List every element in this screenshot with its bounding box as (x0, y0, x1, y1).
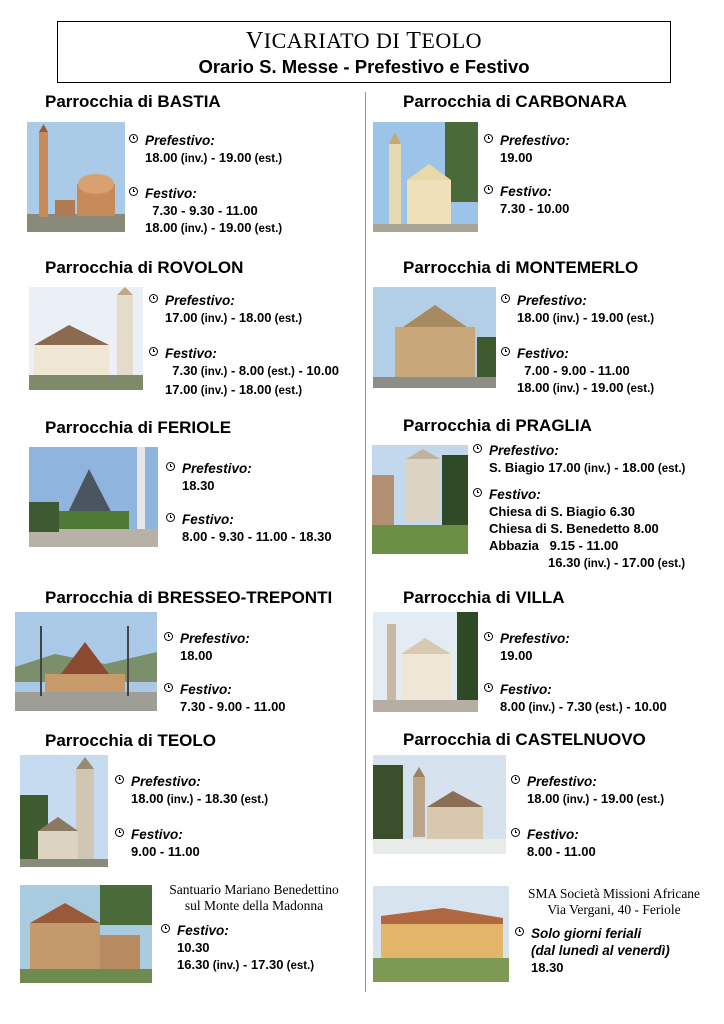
clock-icon (129, 187, 138, 196)
prefestivo-label: Prefestivo: (180, 630, 286, 647)
clock-icon (473, 488, 482, 497)
parish-title-teolo: Parrocchia di TEOLO (45, 731, 216, 750)
clock-icon (166, 462, 175, 471)
prefestivo-times: 18.00 (inv.) - 19.00 (est.) (517, 310, 655, 325)
clock-icon (149, 347, 158, 356)
clock-icon (164, 683, 173, 692)
festivo-times-2: 16.30 (inv.) - 17.30 (est.) (177, 957, 315, 972)
parish-title-feriole: Parrocchia di FERIOLE (45, 418, 232, 437)
festivo-times: 8.00 - 11.00 (527, 844, 596, 859)
festivo-times: 7.30 - 9.00 - 11.00 (180, 699, 286, 714)
parish-title-bastia: Parrocchia di BASTIA (45, 92, 221, 111)
festivo-times: 7.30 (inv.) - 8.00 (est.) - 10.00 (165, 363, 339, 378)
schedule-feriole (182, 460, 332, 545)
church-photo-feriole (29, 447, 158, 547)
prefestivo-times: 18.00 (inv.) - 19.00 (est.) (145, 150, 283, 165)
schedule-praglia (489, 442, 685, 573)
festivo-times-3: Abbazia 9.15 - 11.00 (489, 538, 619, 553)
clock-icon (501, 347, 510, 356)
prefestivo-times: 18.00 (inv.) - 18.30 (est.) (131, 791, 269, 806)
parish-title-castelnuovo: Parrocchia di CASTELNUOVO (403, 730, 646, 749)
festivo-label: Festivo: (527, 826, 664, 843)
santuario-heading: Santuario Mariano Benedettino sul Monte della Madonna (169, 882, 339, 913)
schedule-bastia (145, 132, 282, 238)
festivo-times: 8.00 (inv.) - 7.30 (est.) - 10.00 (500, 699, 667, 714)
prefestivo-label: Prefestivo: (165, 292, 339, 309)
clock-icon (484, 134, 493, 143)
festivo-label: Festivo: (165, 345, 339, 362)
clock-icon (473, 444, 482, 453)
clock-icon (129, 134, 138, 143)
clock-icon (515, 927, 524, 936)
festivo-times: 7.00 - 9.00 - 11.00 (517, 363, 630, 378)
prefestivo-label: Prefestivo: (182, 460, 332, 477)
festivo-times: 8.00 - 9.30 - 11.00 - 18.30 (182, 529, 332, 544)
sma-heading: SMA Società Missioni Africane Via Vergani, 40 - Feriole (527, 886, 701, 917)
festivo-times: 7.30 - 9.30 - 11.00 (145, 203, 258, 218)
festivo-times: 9.00 - 11.00 (131, 844, 200, 859)
parish-title-praglia: Parrocchia di PRAGLIA (403, 416, 592, 435)
column-divider (365, 92, 366, 992)
prefestivo-label: Prefestivo: (489, 442, 685, 459)
schedule-villa (500, 630, 667, 717)
festivo-label: Festivo: (182, 511, 332, 528)
clock-icon (501, 294, 510, 303)
prefestivo-times: S. Biagio 17.00 (inv.) - 18.00 (est.) (489, 460, 686, 475)
prefestivo-times: 19.00 (500, 150, 533, 165)
festivo-times-2: 18.00 (inv.) - 19.00 (est.) (517, 380, 655, 395)
schedule-castelnuovo (527, 773, 664, 860)
prefestivo-label: Prefestivo: (517, 292, 654, 309)
clock-icon (484, 185, 493, 194)
church-photo-montemerlo (373, 287, 496, 388)
title-box (57, 21, 671, 83)
clock-icon (484, 632, 493, 641)
clock-icon (115, 828, 124, 837)
schedule-montemerlo (517, 292, 654, 398)
schedule-carbonara (500, 132, 570, 217)
church-photo-villa (373, 612, 478, 712)
prefestivo-label: Prefestivo: (500, 132, 570, 149)
parish-title-rovolon: Parrocchia di ROVOLON (45, 258, 244, 277)
church-photo-castelnuovo (373, 755, 506, 854)
prefestivo-times: 18.00 (180, 648, 213, 663)
feriali-label: Solo giorni feriali (531, 925, 670, 942)
vicariato-title: VICARIATO DI TEOLO (245, 28, 483, 54)
prefestivo-label: Prefestivo: (527, 773, 664, 790)
clock-icon (511, 828, 520, 837)
parish-title-montemerlo: Parrocchia di MONTEMERLO (403, 258, 639, 277)
page-subtitle: Orario S. Messe - Prefestivo e Festivo (198, 56, 530, 77)
church-photo-bresseo (15, 612, 157, 711)
schedule-santuario (177, 922, 314, 975)
schedule-teolo (131, 773, 268, 860)
parish-title-carbonara: Parrocchia di CARBONARA (403, 92, 627, 111)
church-photo-rovolon (29, 287, 143, 390)
festivo-times-1: Chiesa di S. Biagio 6.30 (489, 504, 635, 519)
festivo-times-4: 16.30 (inv.) - 17.00 (est.) (548, 555, 686, 570)
festivo-times-2: 18.00 (inv.) - 19.00 (est.) (145, 220, 283, 235)
festivo-label: Festivo: (131, 826, 268, 843)
schedule-sma (531, 925, 670, 976)
schedule-rovolon (165, 292, 339, 400)
festivo-times-2: 17.00 (inv.) - 18.00 (est.) (165, 382, 303, 397)
clock-icon (161, 924, 170, 933)
clock-icon (164, 632, 173, 641)
festivo-label: Festivo: (500, 183, 570, 200)
festivo-label: Festivo: (145, 185, 282, 202)
festivo-label: Festivo: (500, 681, 667, 698)
festivo-label: Festivo: (489, 486, 685, 503)
festivo-times-2: Chiesa di S. Benedetto 8.00 (489, 521, 659, 536)
festivo-label: Festivo: (177, 922, 314, 939)
feriali-days: (dal lunedì al venerdì) (531, 943, 670, 958)
prefestivo-times: 18.00 (inv.) - 19.00 (est.) (527, 791, 665, 806)
festivo-label: Festivo: (517, 345, 654, 362)
feriali-time: 18.30 (531, 960, 564, 975)
church-photo-teolo (20, 755, 108, 867)
clock-icon (484, 683, 493, 692)
prefestivo-times: 17.00 (inv.) - 18.00 (est.) (165, 310, 303, 325)
sma-photo (373, 886, 509, 982)
church-photo-bastia (27, 122, 125, 232)
prefestivo-times: 19.00 (500, 648, 533, 663)
festivo-label: Festivo: (180, 681, 286, 698)
festivo-times: 10.30 (177, 940, 210, 955)
festivo-times: 7.30 - 10.00 (500, 201, 570, 216)
prefestivo-label: Prefestivo: (500, 630, 667, 647)
clock-icon (166, 513, 175, 522)
parish-title-bresseo: Parrocchia di BRESSEO-TREPONTI (45, 588, 333, 607)
prefestivo-times: 18.30 (182, 478, 215, 493)
church-photo-carbonara (373, 122, 478, 232)
clock-icon (115, 775, 124, 784)
clock-icon (511, 775, 520, 784)
prefestivo-label: Prefestivo: (145, 132, 282, 149)
parish-title-villa: Parrocchia di VILLA (403, 588, 565, 607)
santuario-photo (20, 885, 152, 983)
prefestivo-label: Prefestivo: (131, 773, 268, 790)
clock-icon (149, 294, 158, 303)
church-photo-praglia (372, 445, 468, 554)
schedule-bresseo (180, 630, 286, 715)
